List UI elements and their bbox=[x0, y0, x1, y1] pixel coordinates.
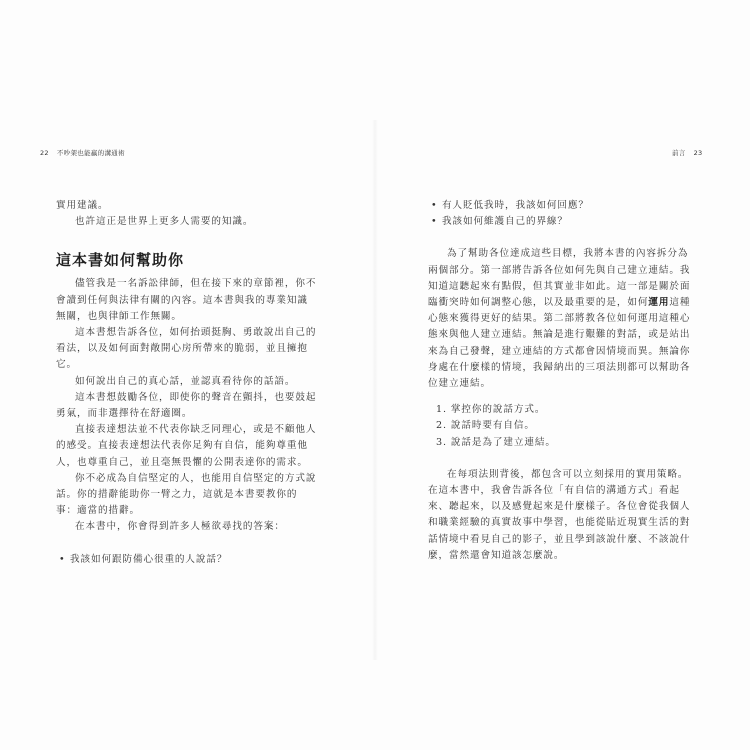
left-page-body bbox=[56, 198, 318, 568]
left-page-number: 22 bbox=[40, 149, 49, 157]
left-bullet-list bbox=[56, 552, 318, 568]
left-running-head bbox=[40, 148, 125, 157]
left-paragraph: 你不必成為自信堅定的人，也能用自信堅定的方式說話。你的措辭能助你一臂之力，這就是本書要教你的事：適當的措辭。 bbox=[56, 472, 317, 517]
list-item: 1. 掌控你的說話方式。 bbox=[436, 404, 546, 416]
list-item: 3. 說話是為了建立連結。 bbox=[436, 436, 556, 448]
left-paragraph: 這本書想鼓勵各位，即使你的聲音在顫抖，也要鼓起勇氣，而非選擇待在舒適圈。 bbox=[56, 391, 317, 420]
left-paragraph: 如何說出自己的真心話，並認真看待你的話語。 bbox=[75, 375, 296, 387]
bullet-icon: • bbox=[59, 553, 66, 565]
list-item: 2. 說話時要有自信。 bbox=[436, 420, 535, 432]
list-item: • 我該如何維護自己的界線？ bbox=[428, 214, 698, 230]
left-paragraph: 這本書想告訴各位，如何抬頭挺胸、勇敢說出自己的看法，以及如何面對敞開心房所帶來的脆弱，並且擁抱它。 bbox=[56, 327, 317, 371]
emphasis-text: 運用 bbox=[648, 297, 670, 309]
right-paragraph: 為了幫助各位達成這些目標，我將本書的內容拆分為兩個部分。第一部將告訴各位如何先與自己建立連結。我知道這聽起來有點假，但其實並非如此。這一部是關於面臨衝突時如何調整心態，以及最重要的是，如何運用這種心態來獲得更好的結果。第二部將教各位如何運用這種心態來與他人建立連結。無論是進行艱難的對話，或是站出來為自己發聲，建立連結的方式都會因情境而異。無論你身處在什麼樣的情境，我歸納出的三項法則都可以幫助各位建立連結。 bbox=[428, 248, 691, 390]
numbered-list bbox=[428, 402, 698, 451]
list-item: • 我該如何跟防備心很重的人說話？ bbox=[56, 552, 318, 568]
left-paragraph: 也許這正是世界上更多人需要的知識。 bbox=[75, 216, 254, 228]
left-paragraph: 直接表達想法並不代表你缺乏同理心，或是不顧他人的感受。直接表達想法代表你足夠有自信，能夠尊重他人，也尊重自己，並且毫無畏懼的公開表達你的需求。 bbox=[56, 424, 317, 468]
left-running-title: 不吵架也能贏的溝通術 bbox=[56, 149, 125, 157]
right-bullet-list bbox=[428, 198, 698, 230]
list-item: • 有人貶低我時，我該如何回應？ bbox=[428, 198, 698, 214]
bullet-icon: • bbox=[431, 200, 438, 211]
left-paragraph: 儘管我是一名訴訟律師，但在接下來的章節裡，你不會讀到任何與法律有關的內容。這本書與我的專業知識無關，也與律師工作無關。 bbox=[56, 278, 317, 322]
right-paragraph: 在每項法則背後，都包含可以立刻採用的實用策略。在這本書中，我會告訴各位「有自信的溝通方式」看起來、聽起來，以及感覺起來是什麼樣子。各位會從我個人和職業經驗的真實故事中學習，也能從貼近現實生活的對話情境中看見自己的影子，並且學到該說什麼、不該說什麼，當然還會知道該怎麼說。 bbox=[428, 468, 691, 561]
section-heading: 這本書如何幫助你 bbox=[56, 251, 185, 270]
bullet-icon: • bbox=[431, 216, 438, 228]
left-paragraph: 實用建議。 bbox=[56, 200, 109, 211]
left-paragraph: 在本書中，你會得到許多人極欲尋找的答案： bbox=[75, 521, 285, 533]
right-running-head bbox=[672, 148, 702, 157]
gutter-shadow bbox=[372, 120, 378, 660]
right-running-title: 前言 bbox=[672, 149, 686, 157]
right-page-number: 23 bbox=[693, 149, 703, 157]
right-page-body bbox=[428, 198, 698, 564]
